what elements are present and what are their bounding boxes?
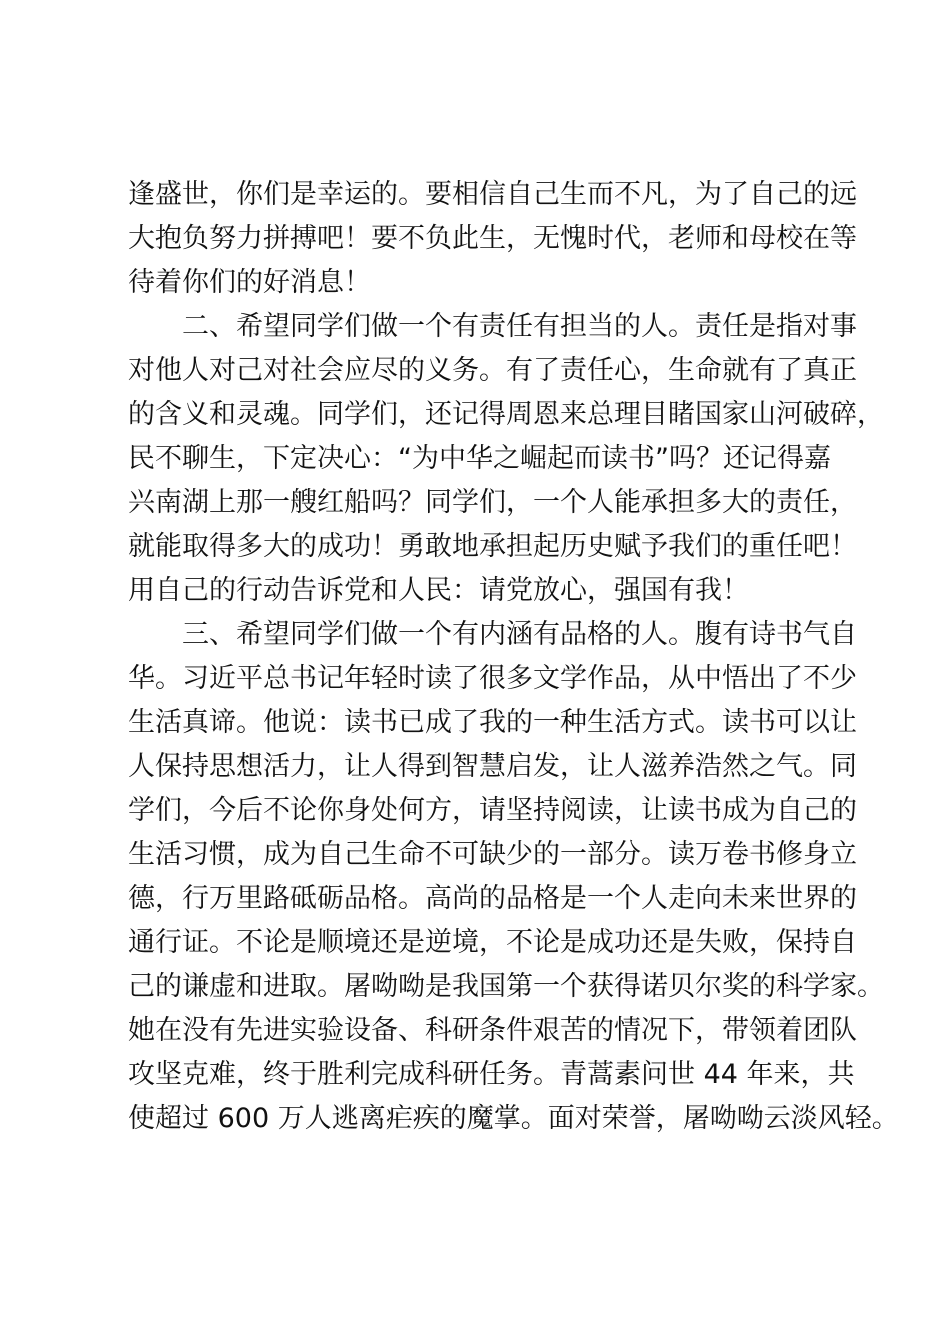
text-line: 待着你们的好消息！ — [128, 267, 371, 298]
text-line: 生活真谛。他说：读书已成了我的一种生活方式。读书可以让 — [128, 707, 857, 738]
text-line: 学们，今后不论你身处何方，请坚持阅读，让读书成为自己的 — [128, 795, 857, 826]
text-line: 逢盛世，你们是幸运的。要相信自己生而不凡，为了自己的远 — [128, 179, 857, 210]
text-line: 民不聊生，下定决心：“为中华之崛起而读书”吗？还记得嘉 — [128, 443, 831, 474]
text-line: 己的谦虚和进取。屠呦呦是我国第一个获得诺贝尔奖的科学家。 — [128, 971, 884, 1002]
text-line: 通行证。不论是顺境还是逆境，不论是成功还是失败，保持自 — [128, 927, 857, 958]
text-line: 使超过 600 万人逃离疟疾的魔掌。面对荣誉，屠呦呦云淡风轻。 — [128, 1103, 899, 1134]
text-line: 大抱负努力拼搏吧！要不负此生，无愧时代，老师和母校在等 — [128, 223, 857, 254]
text-line: 她在没有先进实验设备、科研条件艰苦的情况下，带领着团队 — [128, 1015, 857, 1046]
text-line: 用自己的行动告诉党和人民：请党放心，强国有我！ — [128, 575, 749, 606]
paragraph-3 — [128, 613, 899, 1141]
text-line: 对他人对己对社会应尽的义务。有了责任心，生命就有了真正 — [128, 355, 857, 386]
paragraph-2 — [128, 305, 884, 613]
text-line: 兴南湖上那一艘红船吗？同学们，一个人能承担多大的责任， — [128, 487, 857, 518]
text-line: 三、希望同学们做一个有内涵有品格的人。腹有诗书气自 — [182, 619, 857, 650]
text-line: 攻坚克难，终于胜利完成科研任务。青蒿素问世 44 年来，共 — [128, 1059, 855, 1090]
text-line: 德，行万里路砥砺品格。高尚的品格是一个人走向未来世界的 — [128, 883, 857, 914]
text-line: 的含义和灵魂。同学们，还记得周恩来总理目睹国家山河破碎， — [128, 399, 884, 430]
text-line: 二、希望同学们做一个有责任有担当的人。责任是指对事 — [182, 311, 857, 342]
text-line: 生活习惯，成为自己生命不可缺少的一部分。读万卷书修身立 — [128, 839, 857, 870]
text-line: 人保持思想活力，让人得到智慧启发，让人滋养浩然之气。同 — [128, 751, 857, 782]
paragraph-1 — [128, 173, 857, 305]
text-line: 就能取得多大的成功！勇敢地承担起历史赋予我们的重任吧！ — [128, 531, 857, 562]
body-text — [128, 173, 899, 1141]
text-line: 华。习近平总书记年轻时读了很多文学作品，从中悟出了不少 — [128, 663, 857, 694]
